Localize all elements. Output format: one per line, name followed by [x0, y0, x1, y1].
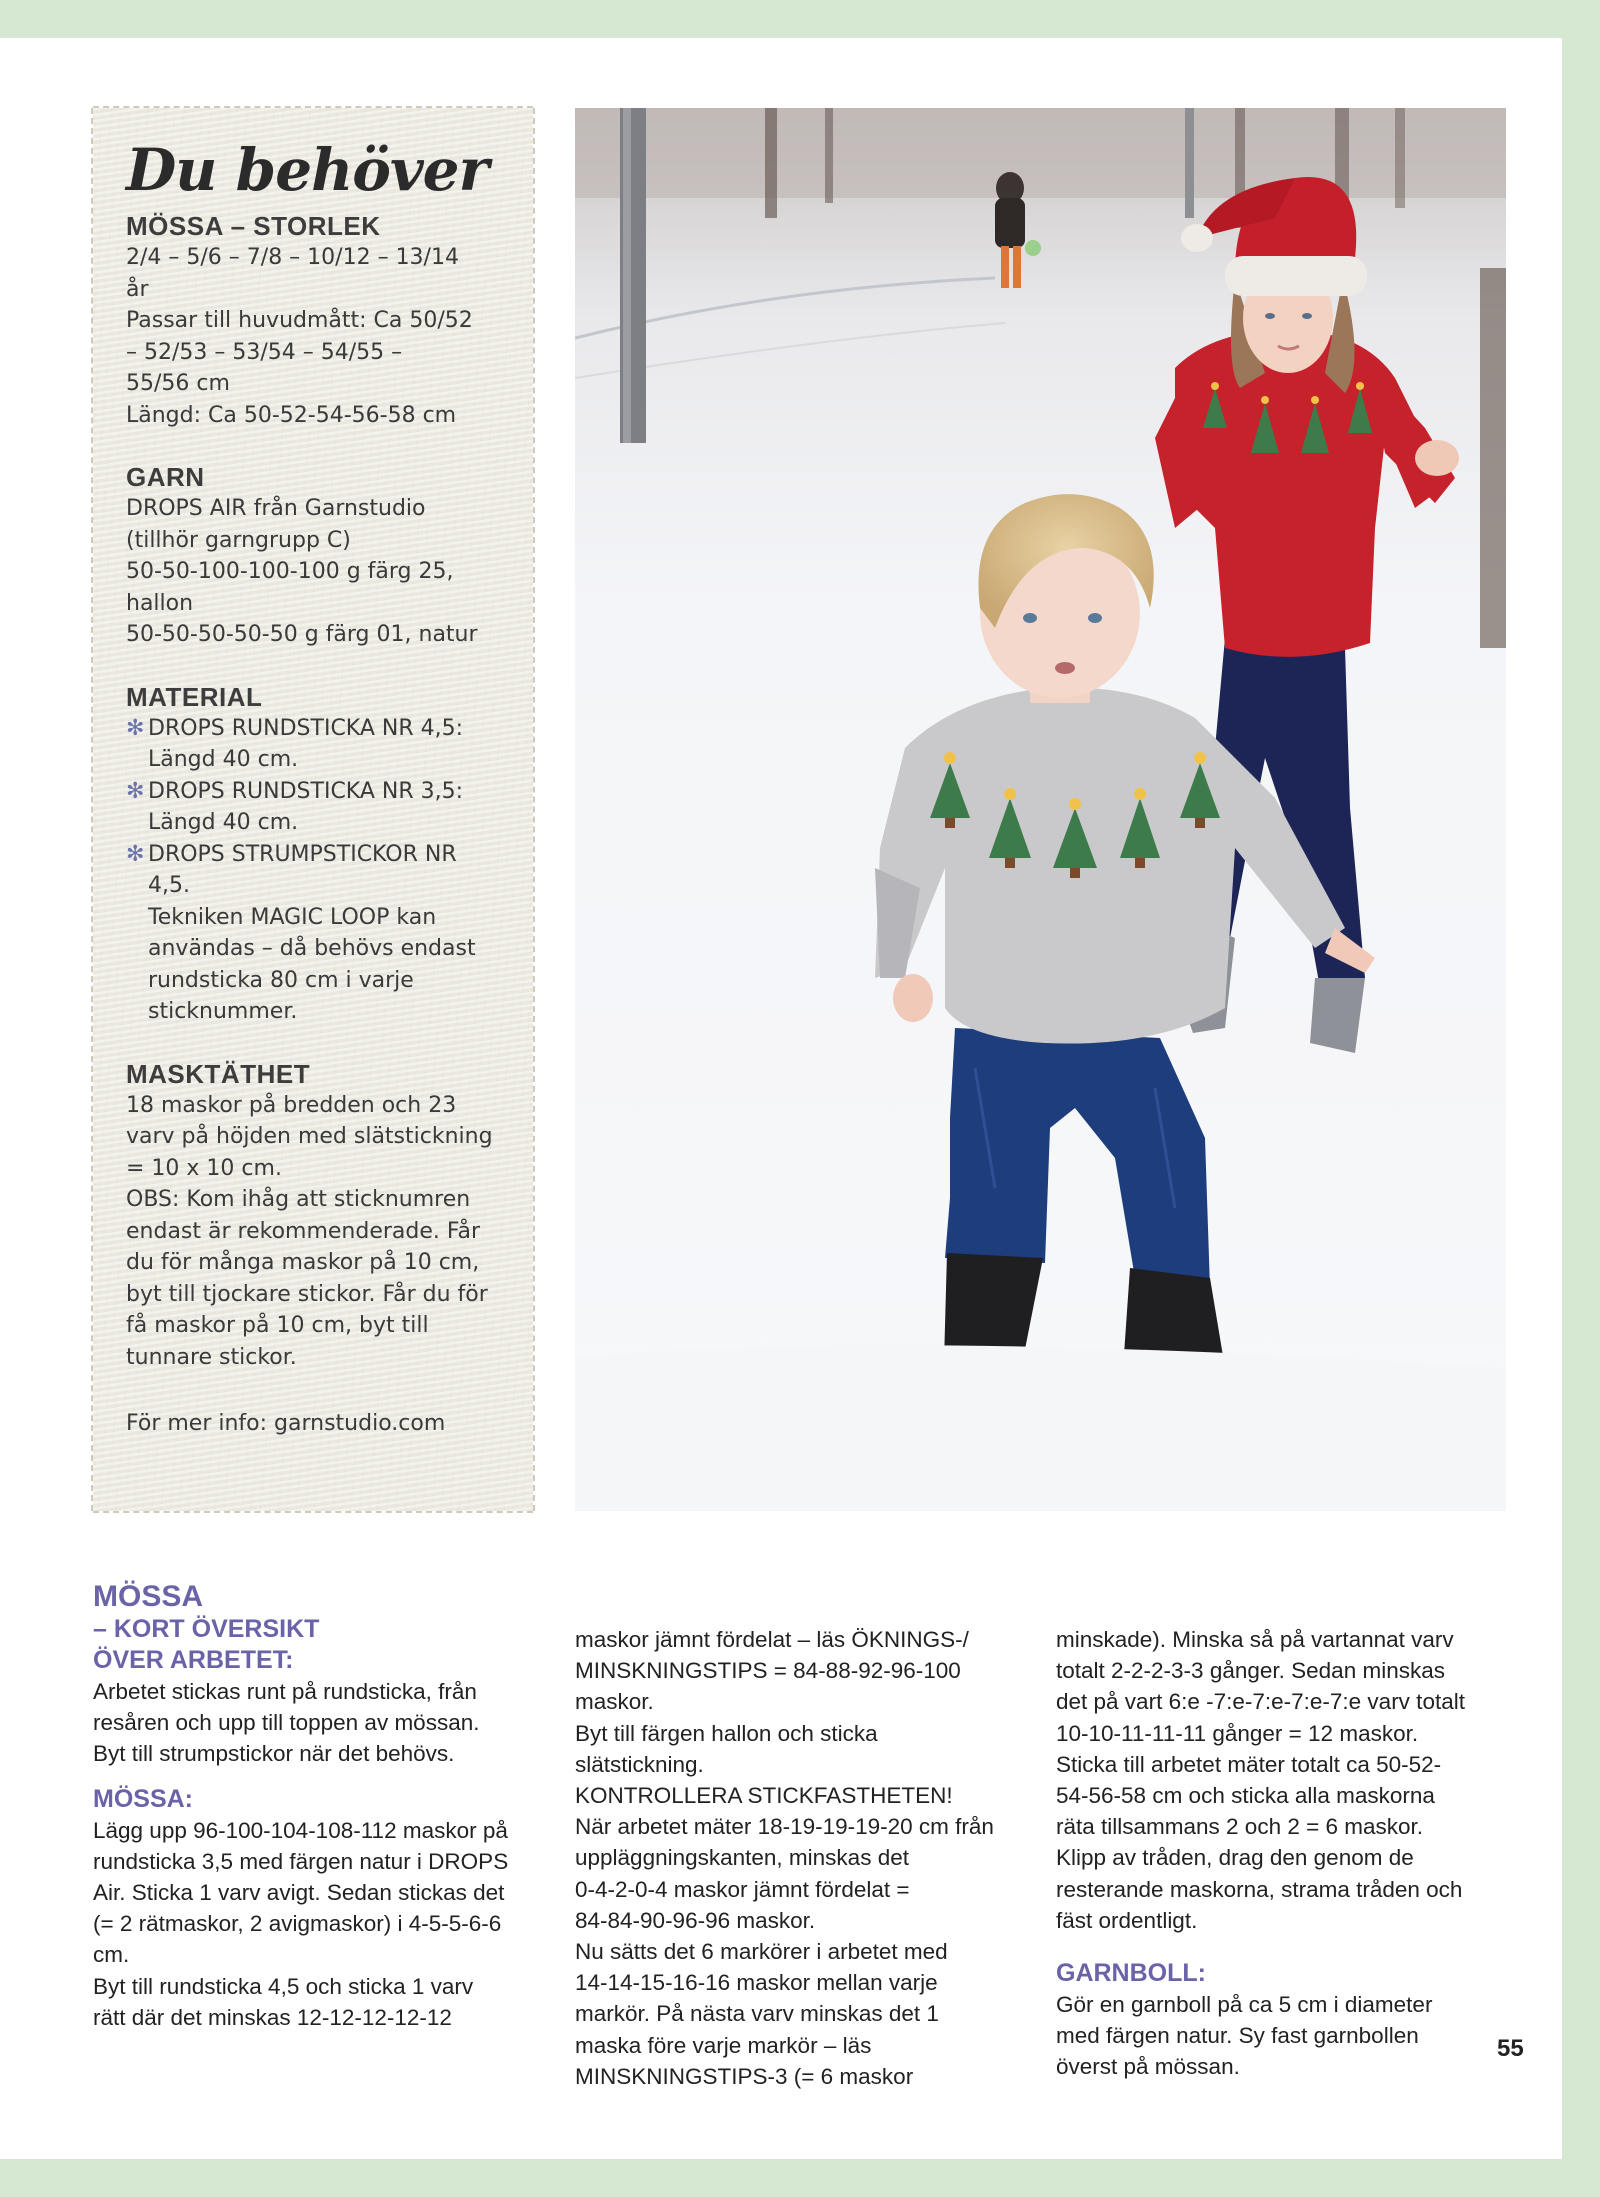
yarn-line: (tillhör garngrupp C) — [126, 527, 351, 553]
material-item-line: Längd 40 cm. — [148, 747, 299, 772]
sidebar-border-top — [93, 106, 533, 108]
body-line: KONTROLLERA STICKFASTHETEN! — [575, 1783, 953, 1809]
yarn-line: 50-50-50-50-50 g färg 01, natur — [126, 622, 478, 647]
supplies-sidebar — [93, 108, 533, 1511]
size-line: Passar till huvudmått: Ca 50/52 — [126, 308, 473, 333]
body-line: Air. Sticka 1 varv avigt. Sedan stickas det — [93, 1880, 505, 1906]
body-line: rundsticka 3,5 med färgen natur i DROPS — [93, 1848, 509, 1874]
asterisk-icon: ✻ — [126, 841, 145, 867]
body-line: uppläggningskanten, minskas det — [575, 1845, 909, 1871]
body-line: fäst ordentligt. — [1056, 1907, 1198, 1933]
body-line: Sticka till arbetet mäter totalt ca 50-52- — [1056, 1751, 1442, 1777]
material-item-line: Längd 40 cm. — [148, 810, 299, 835]
more-info-link[interactable]: För mer info: garnstudio.com — [126, 1411, 446, 1436]
gauge-heading: MASKTÄTHET — [126, 1058, 311, 1089]
asterisk-icon: ✻ — [126, 778, 145, 804]
yarn-line: 50-50-100-100-100 g färg 25, — [126, 559, 454, 584]
body-line: MINSKNINGSTIPS-3 (= 6 maskor — [575, 2063, 914, 2089]
body-line: det på vart 6:e -7:e-7:e-7:e-7:e varv totalt — [1056, 1689, 1465, 1715]
body-line: 14-14-15-16-16 maskor mellan varje — [575, 1970, 938, 1996]
yarn-section — [126, 461, 503, 651]
body-line: minskade). Minska så på vartannat varv — [1056, 1627, 1454, 1652]
body-line: Byt till strumpstickor när det behövs. — [93, 1741, 455, 1767]
size-line: Längd: Ca 50-52-54-56-58 cm — [126, 402, 457, 428]
material-heading: MATERIAL — [126, 681, 263, 712]
size-heading: MÖSSA – STORLEK — [126, 211, 381, 241]
gauge-line: varv på höjden med slätstickning — [126, 1124, 493, 1149]
yarn-line: hallon — [126, 590, 194, 616]
body-line: med färgen natur. Sy fast garnbollen — [1056, 2023, 1419, 2049]
body-line: Nu sätts det 6 markörer i arbetet med — [575, 1939, 948, 1965]
body-line: maska före varje markör – läs — [575, 2032, 872, 2058]
sidebar-title: Du behöver — [126, 136, 489, 204]
body-line: Lägg upp 96-100-104-108-112 maskor på — [93, 1817, 508, 1843]
material-note-line: användas – då behövs endast — [148, 936, 476, 961]
page-number: 55 — [1497, 2035, 1524, 2062]
size-line: år — [126, 276, 149, 302]
gauge-line: tunnare stickor. — [126, 1344, 297, 1370]
size-section — [126, 210, 503, 431]
body-line: slätstickning. — [575, 1751, 704, 1777]
material-item — [126, 776, 503, 839]
body-line: cm. — [93, 1942, 130, 1968]
gauge-line: få maskor på 10 cm, byt till — [126, 1313, 429, 1338]
body-line: (= 2 rätmaskor, 2 avigmaskor) i 4-5-5-6-6 — [93, 1911, 502, 1937]
body-line: MINSKNINGSTIPS = 84-88-92-96-100 — [575, 1658, 961, 1684]
gauge-line: du för många maskor på 10 cm, — [126, 1250, 480, 1275]
body-line: överst på mössan. — [1056, 2054, 1240, 2080]
instructions-column-2 — [575, 1624, 1025, 2092]
body-line: totalt 2-2-2-3-3 gånger. Sedan minskas — [1056, 1658, 1445, 1684]
body-line: Byt till färgen hallon och sticka — [575, 1720, 878, 1746]
section-subtitle: ÖVER ARBETET: — [93, 1646, 294, 1674]
body-line: 0-4-2-0-4 maskor jämnt fördelat = — [575, 1876, 910, 1902]
body-line: 84-84-90-96-96 maskor. — [575, 1907, 816, 1933]
material-item-line: DROPS RUNDSTICKA NR 3,5: — [148, 778, 464, 804]
material-item — [126, 713, 503, 776]
size-line: 55/56 cm — [126, 371, 230, 396]
material-item-line: DROPS RUNDSTICKA NR 4,5: — [148, 715, 464, 741]
body-line: resterande maskorna, strama tråden och — [1056, 1876, 1463, 1902]
body-line: räta tillsammans 2 och 2 = 6 maskor. — [1056, 1814, 1424, 1840]
gauge-line: byt till tjockare stickor. Får du för — [126, 1281, 488, 1307]
gauge-line: endast är rekommenderade. Får — [126, 1218, 481, 1244]
gauge-line: = 10 x 10 cm. — [126, 1155, 282, 1181]
size-line: 2/4 – 5/6 – 7/8 – 10/12 – 13/14 — [126, 245, 459, 270]
yarn-heading: GARN — [126, 462, 205, 492]
material-note-line: rundsticka 80 cm i varje — [148, 967, 414, 993]
body-line: resåren och upp till toppen av mössan. — [93, 1710, 480, 1736]
gauge-line: 18 maskor på bredden och 23 — [126, 1092, 457, 1118]
body-line: 54-56-58 cm och sticka alla maskorna — [1056, 1783, 1435, 1809]
material-list — [126, 713, 503, 902]
body-line: Klipp av tråden, drag den genom de — [1056, 1845, 1414, 1871]
children-in-snow-photo — [575, 108, 1506, 1511]
section-title-mossa: MÖSSA — [93, 1580, 204, 1613]
yarn-line: DROPS AIR från Garnstudio — [126, 496, 426, 521]
section-heading-mossa: MÖSSA: — [93, 1784, 193, 1813]
gauge-section — [126, 1058, 503, 1374]
section-subtitle: – KORT ÖVERSIKT — [93, 1615, 320, 1643]
sidebar-border-bottom — [93, 1511, 533, 1513]
body-line: maskor jämnt fördelat – läs ÖKNINGS-/ — [575, 1627, 969, 1652]
body-line: Gör en garnboll på ca 5 cm i diameter — [1056, 1992, 1433, 2018]
size-line: – 52/53 – 53/54 – 54/55 – — [126, 339, 403, 365]
body-line: Arbetet stickas runt på rundsticka, från — [93, 1679, 477, 1704]
body-line: markör. På nästa varv minskas det 1 — [575, 2001, 939, 2027]
body-line: rätt där det minskas 12-12-12-12-12 — [93, 2004, 452, 2030]
instructions-column-3 — [1056, 1624, 1506, 2083]
material-note-line: sticknummer. — [148, 999, 298, 1024]
gauge-line: OBS: Kom ihåg att sticknumren — [126, 1187, 471, 1212]
material-item — [126, 839, 503, 902]
asterisk-icon: ✻ — [126, 715, 145, 741]
material-note-line: Tekniken MAGIC LOOP kan — [148, 904, 437, 930]
material-section — [126, 681, 503, 1028]
material-item-line: 4,5. — [148, 873, 190, 898]
body-line: 10-10-11-11-11 gånger = 12 maskor. — [1056, 1720, 1419, 1746]
material-item-line: DROPS STRUMPSTICKOR NR — [148, 841, 457, 867]
instructions-column-1 — [93, 1580, 543, 2033]
body-line: När arbetet mäter 18-19-19-19-20 cm från — [575, 1814, 994, 1840]
section-heading-garnboll: GARNBOLL: — [1056, 1959, 1206, 1988]
body-line: Byt till rundsticka 4,5 och sticka 1 varv — [93, 1973, 474, 1999]
body-line: maskor. — [575, 1689, 654, 1715]
